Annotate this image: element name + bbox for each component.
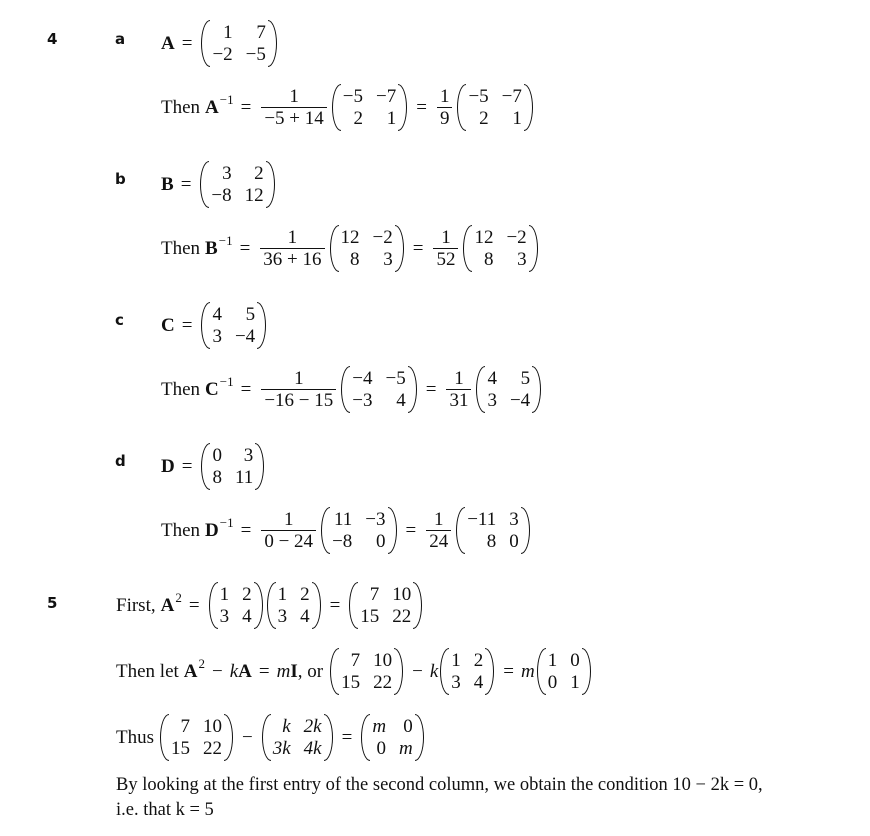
fraction: $\frac{1}{36 + 16}$ (260, 227, 324, 271)
fraction: $\frac{1}{9}$ (437, 86, 453, 130)
equals-sign: = (181, 314, 193, 336)
then-word: Then (161, 237, 201, 259)
matrix: m 0 0 m (361, 714, 423, 761)
first-word: First, (116, 594, 156, 616)
inverse-exponent: −1 (219, 514, 234, 530)
result-matrix: 4 5 3 −4 (476, 366, 541, 413)
fraction: $\frac{1}{0 - 24}$ (261, 509, 316, 553)
equals-sign: = (181, 455, 193, 477)
fraction: $\frac{1}{-16 - 15}$ (261, 368, 336, 412)
matrix: 1 2 3 4 (440, 648, 494, 695)
matrix-name: D (205, 519, 219, 541)
equals-sign: = (240, 519, 252, 541)
equals-sign: = (425, 378, 437, 400)
equals-sign: = (240, 378, 252, 400)
matrix-name: A (160, 594, 175, 616)
q5-line-3: Thus 7 10 15 22 − k 2k 3k 4k = m 0 0 m (116, 714, 426, 761)
inverse-exponent: −1 (218, 232, 233, 248)
inverse-calculation-b (161, 225, 540, 272)
adjugate-matrix: −4 −5 −3 4 (341, 366, 416, 413)
part-label-d: d (115, 452, 126, 470)
conclusion-text: By looking at the first entry of the second column, we obtain the condition 10 − 2k = 0, (116, 775, 763, 795)
answer-text: i.e. that k = 5 (116, 800, 214, 820)
result-matrix: 12 −2 8 3 (463, 225, 537, 272)
matrix-name: C (205, 378, 219, 400)
matrix: 1 2 3 4 (267, 582, 321, 629)
result-matrix: −5 −7 2 1 (457, 84, 532, 131)
inverse-calculation-a (161, 84, 535, 131)
question-number-4: 4 (47, 30, 58, 48)
part-label-a: a (115, 30, 126, 48)
identity-matrix: 1 0 0 1 (537, 648, 591, 695)
fraction: $\frac{1}{-5 + 14}$ (261, 86, 326, 130)
matrix-name: B (205, 237, 218, 259)
inverse-calculation-c (161, 366, 543, 413)
matrix: 1 2 3 4 (209, 582, 263, 629)
part-label-c: c (115, 311, 124, 329)
adjugate-matrix: −5 −7 2 1 (332, 84, 407, 131)
part-label-b: b (115, 170, 126, 188)
then-let-text: Then let (116, 660, 179, 682)
equals-sign: = (405, 519, 417, 541)
equals-sign: = (412, 237, 424, 259)
then-word: Then (161, 378, 201, 400)
matrix-name: A (205, 96, 219, 118)
matrix: 3 2 −8 12 (200, 161, 274, 208)
matrix-definition-a (161, 20, 279, 67)
matrix: 7 10 15 22 (330, 648, 403, 695)
matrix-name: A (161, 32, 175, 54)
matrix: k 2k 3k 4k (262, 714, 333, 761)
matrix: 7 10 15 22 (160, 714, 233, 761)
adjugate-matrix: 11 −3 −8 0 (321, 507, 396, 554)
power-exponent: 2 (175, 589, 182, 605)
matrix: 7 10 15 22 (349, 582, 422, 629)
matrix: 1 7 −2 −5 (201, 20, 276, 67)
question-number-5: 5 (47, 594, 58, 612)
equals-sign: = (188, 594, 200, 616)
matrix-definition-d (161, 443, 266, 490)
thus-word: Thus (116, 726, 154, 748)
q5-line-1 (116, 582, 424, 629)
inverse-calculation-d (161, 507, 532, 554)
equals-sign: = (180, 173, 192, 195)
q5-line-2: Then let A 2 − k A = m I , or 7 10 15 22 − k 1 2 3 4 = m 1 0 0 1 (116, 648, 593, 695)
equals-sign: = (329, 594, 341, 616)
inverse-exponent: −1 (219, 91, 234, 107)
matrix: 0 3 8 11 (201, 443, 264, 490)
result-matrix: −11 3 8 0 (456, 507, 530, 554)
equals-sign: = (240, 96, 252, 118)
matrix-definition-b (161, 161, 277, 208)
fraction: $\frac{1}{31}$ (446, 368, 471, 412)
matrix: 4 5 3 −4 (201, 302, 266, 349)
matrix-name: B (161, 173, 174, 195)
matrix-name: C (161, 314, 175, 336)
equals-sign: = (416, 96, 427, 118)
adjugate-matrix: 12 −2 8 3 (330, 225, 404, 272)
fraction: $\frac{1}{24}$ (426, 509, 451, 553)
fraction: $\frac{1}{52}$ (433, 227, 458, 271)
inverse-exponent: −1 (219, 373, 234, 389)
equals-sign: = (239, 237, 251, 259)
matrix-name: D (161, 455, 175, 477)
equals-sign: = (181, 32, 193, 54)
then-word: Then (161, 96, 201, 118)
then-word: Then (161, 519, 201, 541)
matrix-definition-c (161, 302, 268, 349)
